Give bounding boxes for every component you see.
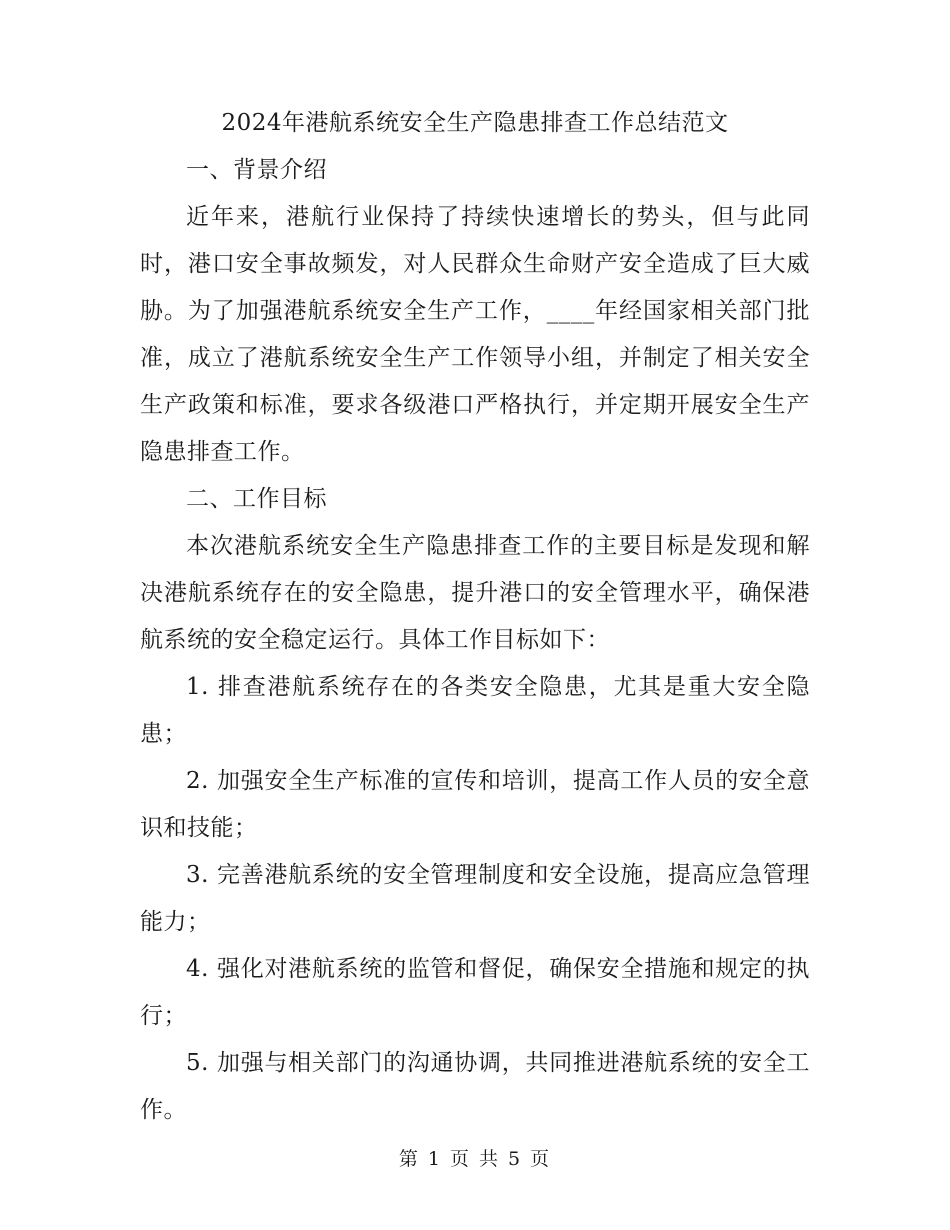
document-title: 2024年港航系统安全生产隐患排查工作总结范文: [221, 110, 729, 136]
goal-item-1: 1. 排查港航系统存在的各类安全隐患，尤其是重大安全隐患；: [140, 674, 810, 747]
document-body: [140, 100, 810, 1134]
background-paragraph: 近年来，港航行业保持了持续快速增长的势头，但与此同时，港口安全事故频发，对人民群众生命财产安全造成了巨大威胁。为了加强港航系统安全生产工作，____年经国家相关部门批准，成立了港航系统安全生产工作领导小组，并制定了相关安全生产政策和标准，要求各级港口严格执行，并定期开展安全生产隐患排查工作。: [140, 204, 810, 465]
goal-item-2: 2. 加强安全生产标准的宣传和培训，提高工作人员的安全意识和技能；: [140, 768, 810, 841]
goal-item-3: 3. 完善港航系统的安全管理制度和安全设施，提高应急管理能力；: [140, 862, 810, 935]
goal-item-4: 4. 强化对港航系统的监管和督促，确保安全措施和规定的执行；: [140, 956, 810, 1029]
section-heading-goals: 二、工作目标: [186, 486, 327, 512]
goal-item-5: 5. 加强与相关部门的沟通协调，共同推进港航系统的安全工作。: [140, 1050, 810, 1123]
section-heading-background: 一、背景介绍: [186, 157, 327, 183]
page-number-footer: 第 1 页 共 5 页: [398, 1148, 552, 1170]
goals-paragraph: 本次港航系统安全生产隐患排查工作的主要目标是发现和解决港航系统存在的安全隐患，提升港口的安全管理水平，确保港航系统的安全稳定运行。具体工作目标如下：: [140, 533, 810, 653]
